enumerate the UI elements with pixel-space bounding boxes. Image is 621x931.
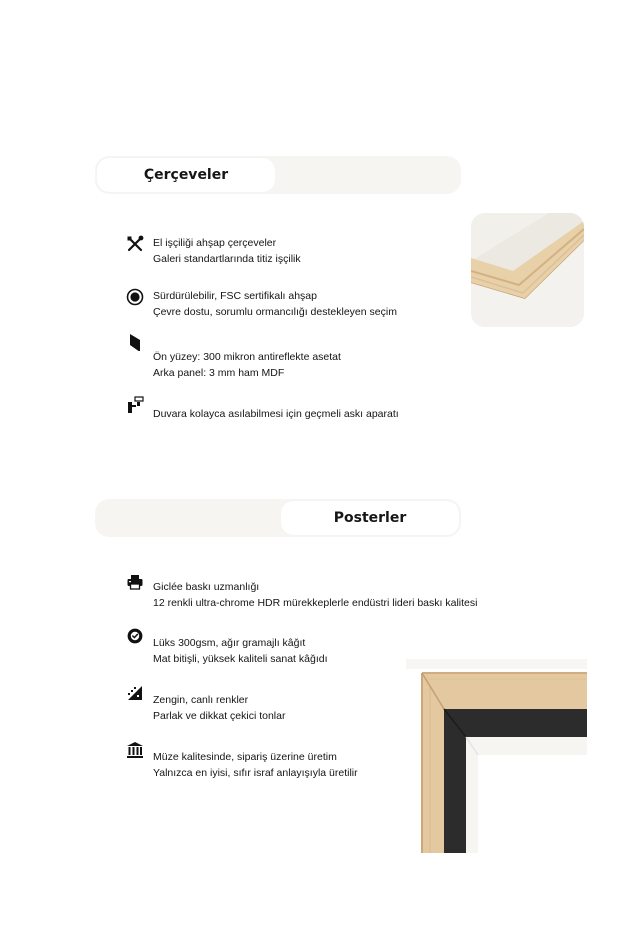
- tab-posters-label: Posterler: [333, 510, 407, 526]
- feature-title: Giclée baskı uzmanlığı: [153, 581, 260, 593]
- feature-desc: Parlak ve dikkat çekici tonlar: [153, 710, 286, 722]
- feature-title: Sürdürülebilir, FSC sertifikalı ahşap: [153, 290, 317, 302]
- feature-desc: Arka panel: 3 mm ham MDF: [153, 367, 285, 379]
- frame-corner-image: [471, 213, 584, 327]
- tab-frames-label: Çerçeveler: [143, 167, 229, 183]
- tools-icon: [126, 235, 144, 253]
- posters-tabbar: [95, 499, 461, 537]
- feature-desc: Mat bitişli, yüksek kaliteli sanat kâğıdı: [153, 653, 328, 665]
- frames-tabbar: [95, 156, 461, 194]
- frame-feature-glass: [126, 333, 341, 381]
- glass-panel-icon: [126, 333, 144, 351]
- poster-feature-colors: [126, 684, 285, 724]
- tab-frames[interactable]: [97, 158, 275, 192]
- feature-title: Zengin, canlı renkler: [153, 694, 249, 706]
- feature-title: Lüks 300gsm, ağır gramajlı kâğıt: [153, 637, 306, 649]
- poster-feature-paper: [126, 627, 328, 667]
- quality-badge-icon: [126, 627, 144, 645]
- printer-icon: [126, 573, 144, 591]
- feature-desc: Çevre dostu, sorumlu ormancılığı destekleyen seçim: [153, 306, 397, 318]
- feature-title: Müze kalitesinde, sipariş üzerine üretim: [153, 751, 337, 763]
- feature-desc: Yalnızca en iyisi, sıfır israf anlayışıyla üretilir: [153, 767, 358, 779]
- tab-frames-inactive-slot[interactable]: [277, 158, 459, 192]
- poster-feature-giclee: [126, 573, 477, 611]
- leaf-badge-icon: [126, 288, 144, 306]
- feature-desc: 12 renkli ultra-chrome HDR mürekkeplerle endüstri lideri baskı kalitesi: [153, 597, 478, 609]
- frame-feature-fsc: [126, 288, 397, 320]
- poster-feature-museum: [126, 741, 358, 781]
- palette-grid-icon: [126, 684, 144, 702]
- feature-desc: Galeri standartlarında titiz işçilik: [153, 253, 301, 265]
- feature-title: Ön yüzey: 300 mikron antireflekte asetat: [153, 351, 341, 363]
- frame-feature-handcrafted: [126, 235, 301, 267]
- feature-title: El işçiliği ahşap çerçeveler: [153, 237, 277, 249]
- tab-posters-inactive-slot[interactable]: [97, 501, 279, 535]
- poster-frame-image: [406, 659, 587, 853]
- frame-feature-hanger: [126, 396, 399, 422]
- wall-hanger-icon: [126, 396, 144, 414]
- tab-posters[interactable]: [281, 501, 459, 535]
- museum-icon: [126, 741, 144, 759]
- feature-title: Duvara kolayca asılabilmesi için geçmeli askı aparatı: [153, 408, 399, 420]
